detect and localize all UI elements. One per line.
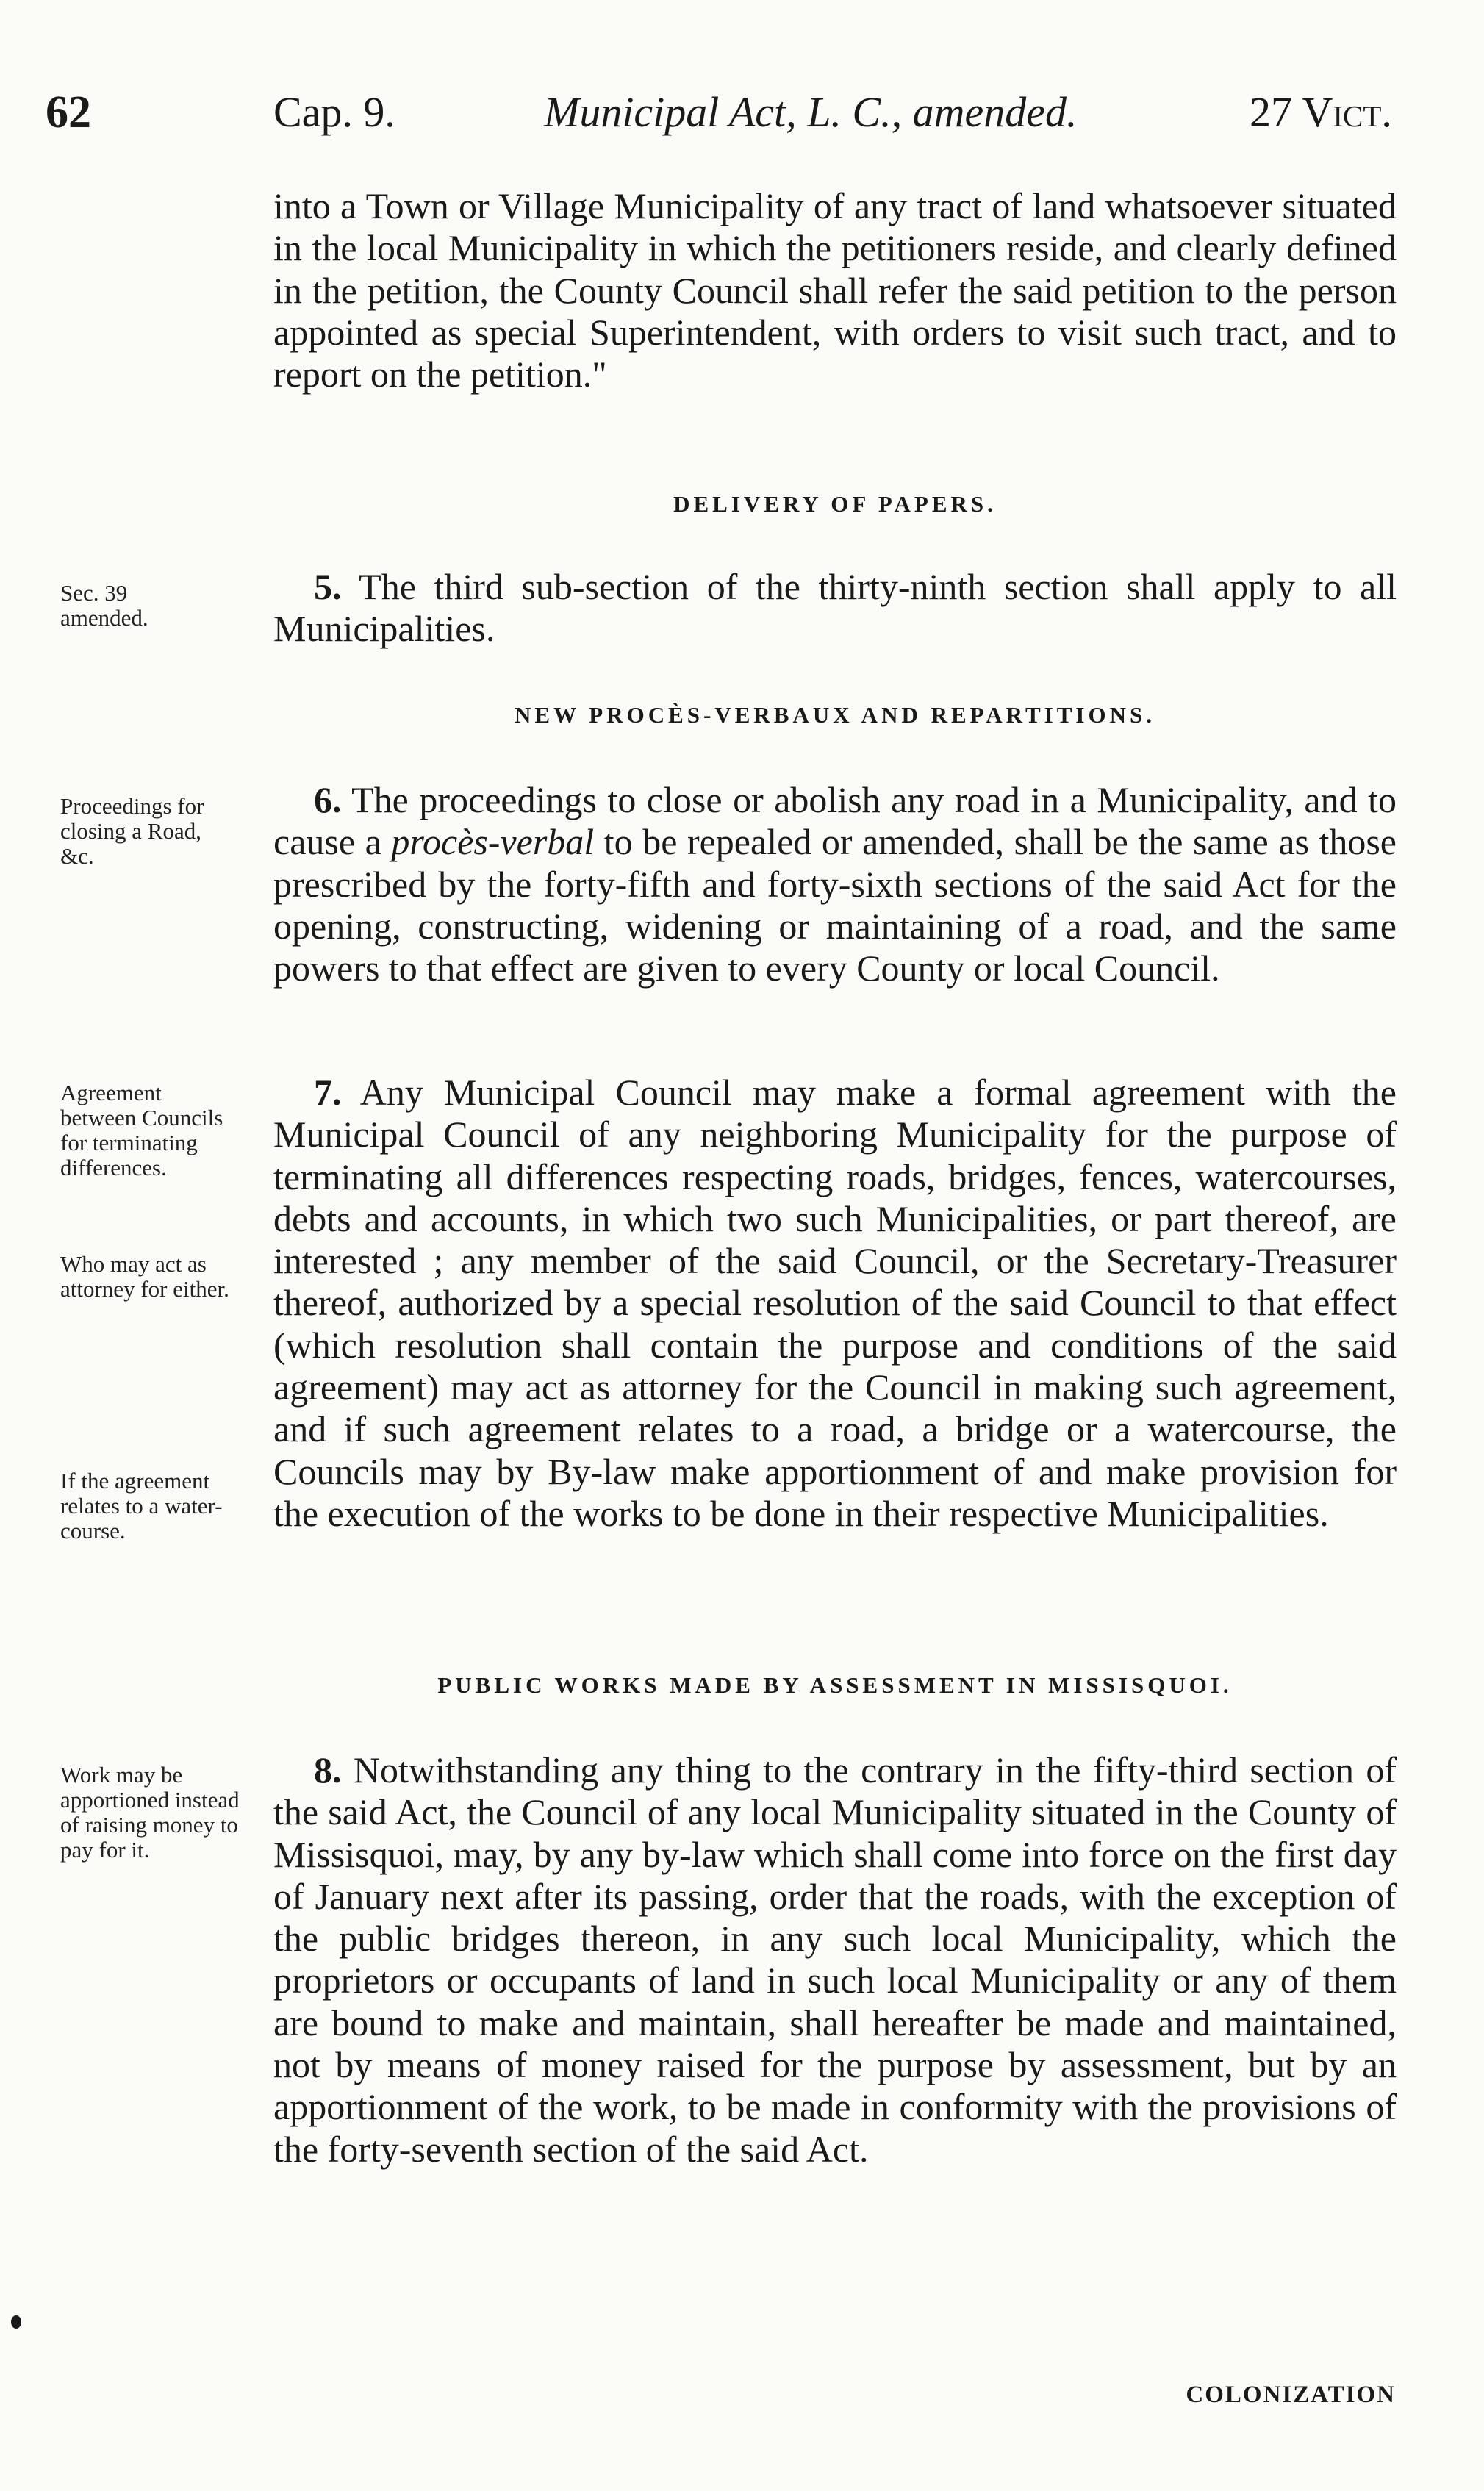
regnal-year: 27 Vict. <box>1250 88 1392 136</box>
section-6 <box>273 779 1397 989</box>
section-8 <box>273 1749 1397 2171</box>
margin-note-proceedings: Proceedings for closing a Road, &c. <box>60 793 204 869</box>
running-title: Municipal Act, L. C., amended. <box>544 88 1078 136</box>
heading-proces-verbaux: NEW PROCÈS-VERBAUX AND REPARTITIONS. <box>515 702 1155 728</box>
margin-note-sec39: Sec. 39 amended. <box>60 580 148 631</box>
margin-note-agreement: Agreement between Councils for terminating differences. <box>60 1080 223 1180</box>
section-8-text: Notwithstanding any thing to the contrary in the fifty-third section of the said Act, the Council of any local Municipality situated in the County of Missisquoi, may, by any by-law which shall come into force on the first day of January next after its passing, order that the roads, with the exception of the public bridges thereon, in any such local Municipality, which the proprietors or occupants of land in such local Municipality or any of them are bound to make and maintain, shall hereafter be made and maintained, not by means of money raised for the purpose by assessment, but by an apportionment of the work, to be made in conformity with the provisions of the forty-seventh section of the said Act. <box>273 1749 1397 2170</box>
section-5-text: The third sub-section of the thirty-ninth section shall apply to all Municipalities. <box>273 566 1397 650</box>
margin-dot <box>11 2315 21 2329</box>
section-6-text-b: to be repealed or amended, shall be the same as those prescribed by the forty-fifth and forty-sixth sections of the said Act for the opening, constructing, widening or maintaining of a road, and the same powers to that effect are given to every County or local Council. <box>273 821 1397 989</box>
section-8-number: 8. <box>314 1749 342 1791</box>
section-7 <box>273 1072 1397 1535</box>
section-5-number: 5. <box>314 566 342 607</box>
margin-note-watercourse: If the agreement relates to a water-course. <box>60 1468 223 1544</box>
chapter-label: Cap. 9. <box>273 88 395 136</box>
page-number: 62 <box>46 87 91 137</box>
catchword: COLONIZATION <box>1186 2381 1396 2408</box>
heading-public-works: PUBLIC WORKS MADE BY ASSESSMENT IN MISSISQUOI. <box>437 1672 1233 1698</box>
margin-note-work: Work may be apportioned instead of raising money to pay for it. <box>60 1762 240 1863</box>
section-7-text: Any Municipal Council may make a formal agreement with the Municipal Council of any neighboring Municipality for the purpose of terminating all differences respecting roads, bridges, fences, watercourses, debts and accounts, in which two such Municipalities, or part thereof, are interested ; any member of the said Council, or the Secretary-Treasurer thereof, authorized by a special resolution of the said Council to that effect (which resolution shall contain the purpose and conditions of the said agreement) may act as attorney for the Council in making such agreement, and if such agreement relates to a road, a bridge or a watercourse, the Councils may by By-law make apportionment of and make provision for the execution of the works to be done in their respective Municipalities. <box>273 1072 1397 1534</box>
section-6-number: 6. <box>314 779 342 820</box>
section-6-text-a: The proceedings to close or abolish any road in a Municipality, and to cause a <box>273 779 1397 863</box>
section-7-number: 7. <box>314 1072 342 1113</box>
intro-paragraph: into a Town or Village Municipality of any tract of land whatsoever situated in the local Municipality in which the petitioners reside, and clearly defined in the petition, the County Council shall refer the said petition to the person appointed as special Superintendent, with orders to visit such tract, and to report on the petition." <box>273 185 1397 395</box>
margin-note-attorney: Who may act as attorney for either. <box>60 1251 229 1302</box>
heading-delivery: DELIVERY OF PAPERS. <box>673 491 997 517</box>
section-6-italic: procès-verbal <box>391 821 595 863</box>
section-5 <box>273 566 1397 650</box>
